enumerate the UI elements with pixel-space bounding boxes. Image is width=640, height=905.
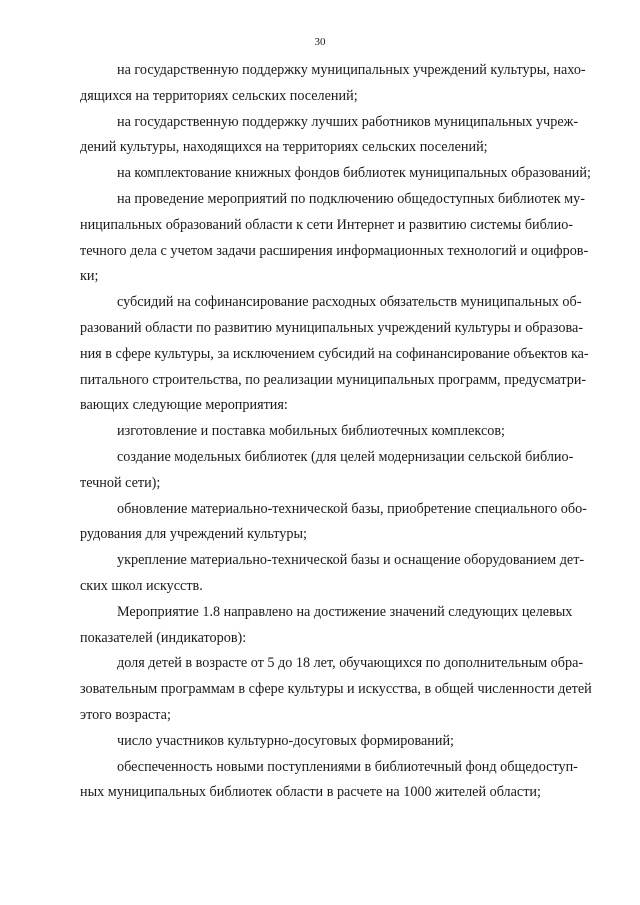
paragraph: изготовление и поставка мобильных библиотечных комплексов; (117, 423, 505, 440)
paragraph: на проведение мероприятий по подключению общедоступных библиотек му- ниципальных образований области к сети Интернет и развитию системы библио- течного дела с учетом задачи расширения информационных технологий и оцифров- ки; (80, 190, 589, 285)
page-number: 30 (314, 36, 326, 48)
paragraph: укрепление материально-технической базы и оснащение оборудованием дет- ских школ искусств. (80, 552, 585, 594)
paragraph: на государственную поддержку лучших работников муниципальных учреж- дений культуры, находящихся на территориях сельских поселений; (80, 113, 579, 156)
paragraph: число участников культурно-досуговых формирований; (117, 732, 454, 749)
paragraph: создание модельных библиотек (для целей модернизации сельской библио- течной сети); (80, 448, 574, 491)
paragraph: на государственную поддержку муниципальных учреждений культуры, нахо- дящихся на территориях сельских поселений; (80, 62, 586, 104)
paragraph: на комплектование книжных фондов библиотек муниципальных образований; (117, 165, 591, 182)
paragraph: обеспеченность новыми поступлениями в библиотечный фонд общедоступ- ных муниципальных библиотек области в расчете на 1000 жителей области; (80, 758, 578, 801)
paragraph: обновление материально-технической базы, приобретение специального обо- рудования для учреждений культуры; (80, 500, 587, 543)
paragraph: субсидий на софинансирование расходных обязательств муниципальных об- разований области по развитию муниципальных учреждений культуры и образова- ния в сфере культуры, за исключением субсидий на софинансирование объектов ка- питального строительства, по реализации муниципальных программ, предусматри- вающих следующие мероприятия: (80, 294, 589, 414)
paragraph: Мероприятие 1.8 направлено на достижение значений следующих целевых показателей (индикаторов): (80, 603, 573, 646)
paragraph: доля детей в возрасте от 5 до 18 лет, обучающихся по дополнительным обра- зовательным программам в сфере культуры и искусства, в общей численности детей этого возраста; (80, 655, 592, 723)
document-body (80, 58, 628, 806)
